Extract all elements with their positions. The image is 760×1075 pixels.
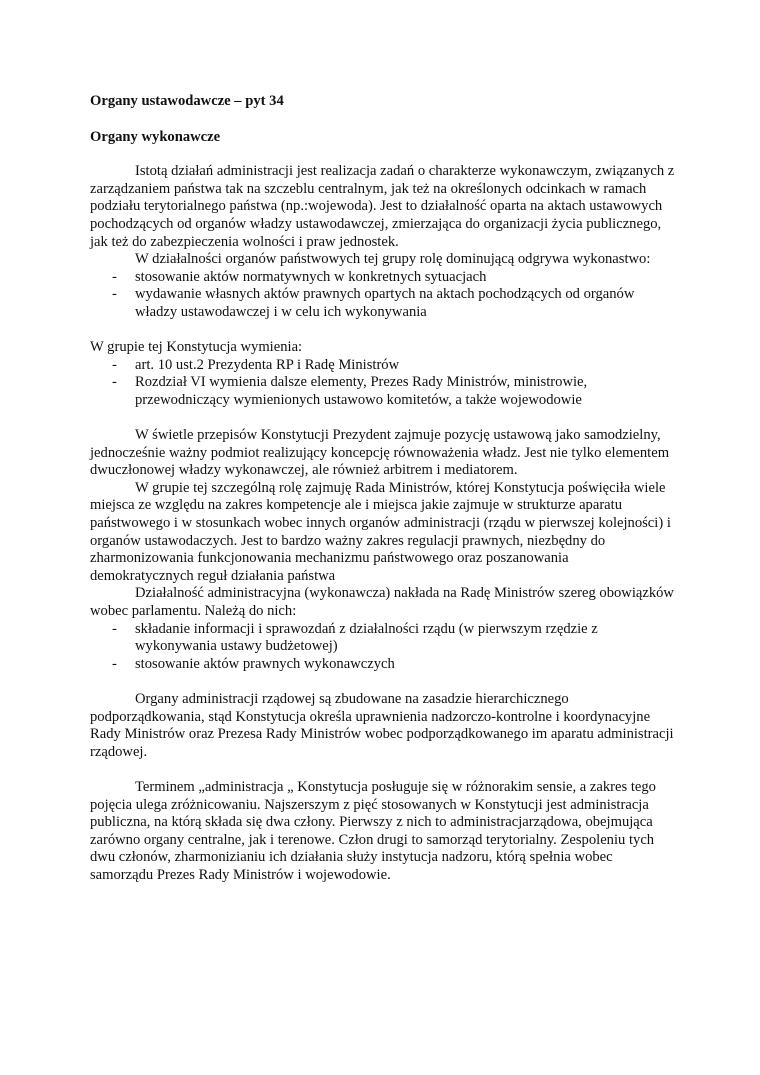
section-heading: Organy wykonawcze <box>90 128 221 145</box>
list-item: - stosowanie aktów prawnych wykonawczych <box>90 656 675 674</box>
list-2 <box>90 357 675 410</box>
list-item: - stosowanie aktów normatywnych w konkretnych sytuacjach <box>90 269 675 287</box>
list-1 <box>90 269 675 322</box>
document-body <box>90 93 675 885</box>
paragraph-4: W świetle przepisów Konstytucji Prezydent zajmuje pozycję ustawową jako samodzielny, jednocześnie ważny podmiot realizujący koncepcję równoważenia władz. Jest nie tylko elementem dwuczłonowej władzy wykonawczej, ale również arbitrem i mediatorem. <box>90 427 670 479</box>
paragraph-5: W grupie tej szczególną rolę zajmuję Rada Ministrów, której Konstytucja poświęciła wiele miejsca ze względu na zakres kompetencje ale i miejsca jakie zajmuje w strukturze aparatu państwowego i w stosunkach wobec innych organów administracji (rządu w pierwszej kolejności) i organów ustawodaczych. Jest to bardzo ważny zakres regulacji prawnych, niezbędny do zharmonizowania funkcjonowania mechanizmu państwowego oraz poszanowania demokratycznych reguł działania państwa <box>90 479 671 584</box>
list-item: - składanie informacji i sprawozdań z działalności rządu (w pierwszym rzędzie z wykonywania ustawy budżetowej) <box>90 621 675 656</box>
paragraph-7: Organy administracji rządowej są zbudowane na zasadzie hierarchicznego podporządkowania, stąd Konstytucja określa uprawnienia nadzorczo-kontrolne i koordynacyjne Rady Ministrów oraz Prezesa Rady Ministrów wobec podporządkowanego im aparatu administracji rządowej. <box>90 691 674 760</box>
paragraph-3: W grupie tej Konstytucja wymienia: <box>90 339 303 356</box>
paragraph-6: Działalność administracyjna (wykonawcza) nakłada na Radę Ministrów szereg obowiązków wobec parlamentu. Należą do nich: <box>90 585 674 620</box>
list-item: - art. 10 ust.2 Prezydenta RP i Radę Ministrów <box>90 357 675 375</box>
paragraph-8: Terminem „administracja „ Konstytucja posługuje się w różnorakim sensie, a zakres tego pojęcia ulega zróżnicowaniu. Najszerszym z pięć stosowanych w Konstytucji jest administracja publiczna, na którą składa się dwa człony. Pierwszy z nich to administracjarządowa, obejmująca zarówno organy centralne, jak i terenowe. Człon drugi to samorząd terytorialny. Zespoleniu tych dwu członów, zharmonizianiu ich działania służy instytucja nadzoru, którą spełnia wobec samorządu Prezes Rady Ministrów i wojewodowie. <box>90 778 656 883</box>
paragraph-2: W działalności organów państwowych tej grupy rolę dominującą odgrywa wykonastwo: <box>135 251 651 268</box>
list-item: - wydawanie własnych aktów prawnych opartych na aktach pochodzących od organów władzy ustawodawczej i w celu ich wykonywania <box>90 286 675 321</box>
page-title: Organy ustawodawcze – pyt 34 <box>90 93 284 109</box>
list-3 <box>90 621 675 674</box>
paragraph-1: Istotą działań administracji jest realizacja zadań o charakterze wykonawczym, związanych z zarządzaniem państwa tak na szczeblu centralnym, jak też na określonych odcinkach w ramach podziału terytorialnego państwa (np.:wojewoda). Jest to działalność oparta na aktach ustawowych pochodzących od organów władzy ustawodawczej, zmierzająca do organizacji życia publicznego, jak też do zabezpieczenia wolności i praw jednostek. <box>90 163 675 250</box>
list-item: - Rozdział VI wymienia dalsze elementy, Prezes Rady Ministrów, ministrowie, przewodniczący wymienionych ustawowo komitetów, a także wojewodowie <box>90 374 675 409</box>
